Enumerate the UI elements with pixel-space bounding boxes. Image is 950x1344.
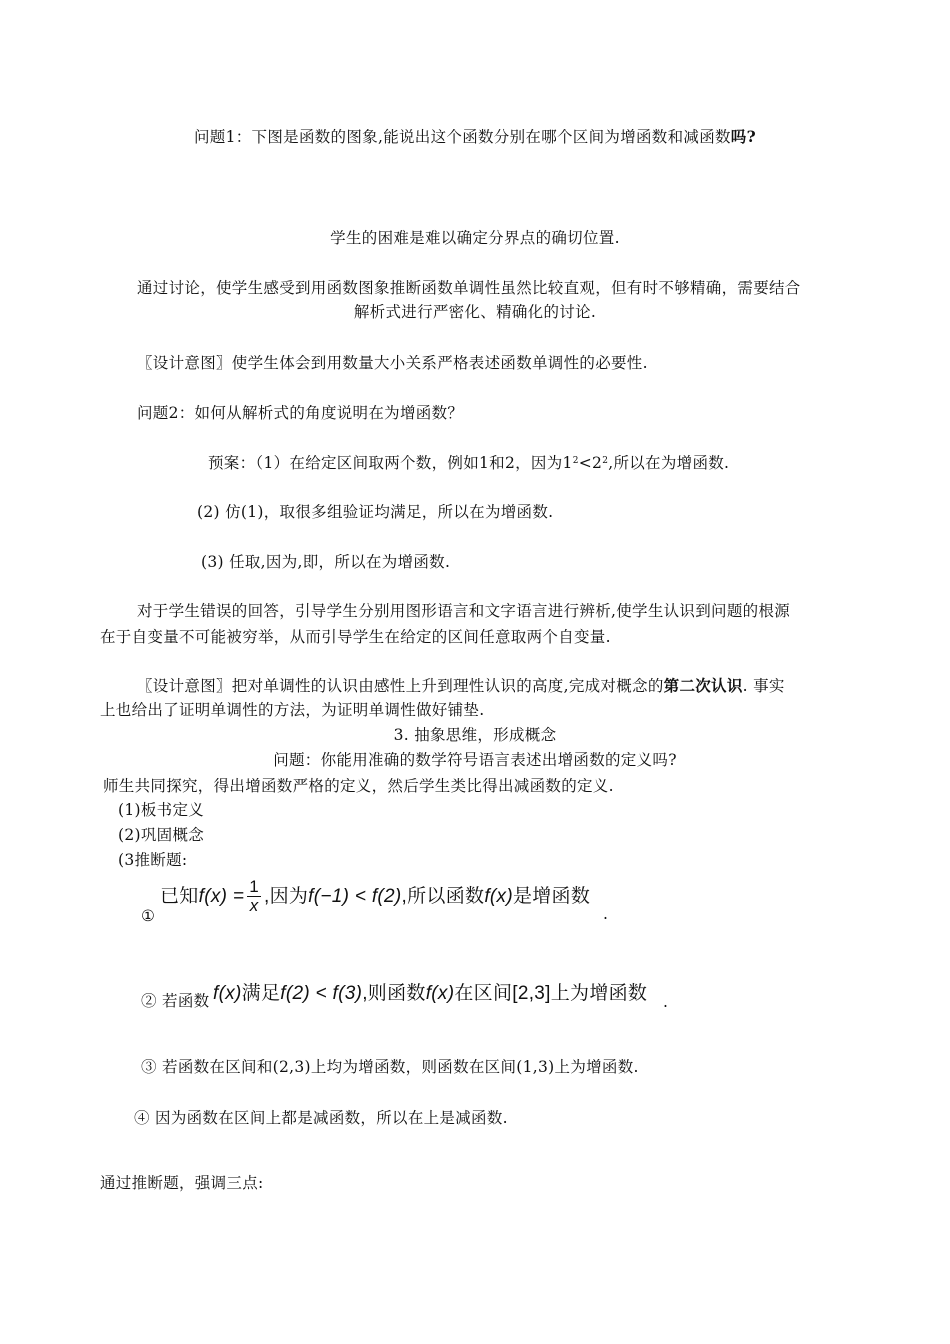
section-3-explore: 师生共同探究，得出增函数严格的定义，然后学生类比得出减函数的定义. (103, 777, 614, 795)
judge-1-formula: 已知f(x) = $\frac{1}{x}$ ,因为f(−1) < f(2),所以函数f(x)是增函数 (160, 877, 591, 916)
wrong-answer-line-2: 在于自变量不可能被穷举，从而引导学生在给定的区间任意取两个自变量. (100, 628, 611, 646)
judge-1-end: . (603, 905, 609, 923)
item-3: (3推断题: (118, 851, 188, 869)
design-intent-2: 〖设计意图〗把对单调性的认识由感性上升到理性认识的高度,完成对概念的第二次认识. 事实 (137, 676, 785, 695)
summary-text: 通过推断题，强调三点: (100, 1174, 264, 1192)
judge-3: ③ 若函数在区间和(2,3)上均为增函数，则函数在区间(1,3)上为增函数. (141, 1058, 639, 1076)
judge-2-formula: f(x)满足f(2) < f(3),则函数f(x)在区间[2,3]上为增函数 (213, 983, 648, 1004)
question-1: 问题1：下图是函数的图象,能说出这个函数分别在哪个区间为增函数和减函数吗? (194, 127, 756, 146)
plan-1: 预案：（1）在给定区间取两个数，例如1和2，因为$1^2<2^2$,所以在为增函数. (208, 454, 730, 472)
judge-2-end: . (663, 993, 669, 1011)
plan-3: (3) 任取,因为,即，所以在为增函数. (201, 553, 451, 571)
question-2: 问题2：如何从解析式的角度说明在为增函数？ (137, 404, 464, 422)
judge-1-mark: ① (141, 907, 156, 925)
wrong-answer-line-1: 对于学生错误的回答，引导学生分别用图形语言和文字语言进行辨析,使学生认识到问题的根源 (137, 602, 791, 620)
section-3-title: 3. 抽象思维，形成概念 (393, 726, 557, 744)
section-3-question: 问题：你能用准确的数学符号语言表述出增函数的定义吗? (273, 751, 677, 769)
fraction-one-over-x: $\frac{1}{x}$ (249, 877, 259, 916)
second-recognition: 第二次认识 (663, 676, 743, 695)
item-1: (1)板书定义 (118, 801, 205, 819)
design-intent-1: 〖设计意图〗使学生体会到用数量大小关系严格表述函数单调性的必要性. (137, 354, 648, 372)
judge-2-mark: ② 若函数 (141, 992, 210, 1010)
design-intent-2-line-2: 上也给出了证明单调性的方法，为证明单调性做好铺垫. (100, 701, 485, 719)
difficulty-text: 学生的困难是难以确定分界点的确切位置. (330, 229, 620, 247)
judge-4: ④ 因为函数在区间上都是减函数，所以在上是减函数. (134, 1109, 508, 1127)
item-2: (2)巩固概念 (118, 826, 205, 844)
plan-2: (2) 仿(1)，取很多组验证均满足，所以在为增函数. (197, 503, 554, 521)
discussion-line-2: 解析式进行严密化、精确化的讨论. (353, 303, 597, 321)
discussion-line-1: 通过讨论，使学生感受到用函数图象推断函数单调性虽然比较直观，但有时不够精确，需要结合 (137, 279, 801, 297)
question-1-ending: 吗? (730, 127, 756, 146)
